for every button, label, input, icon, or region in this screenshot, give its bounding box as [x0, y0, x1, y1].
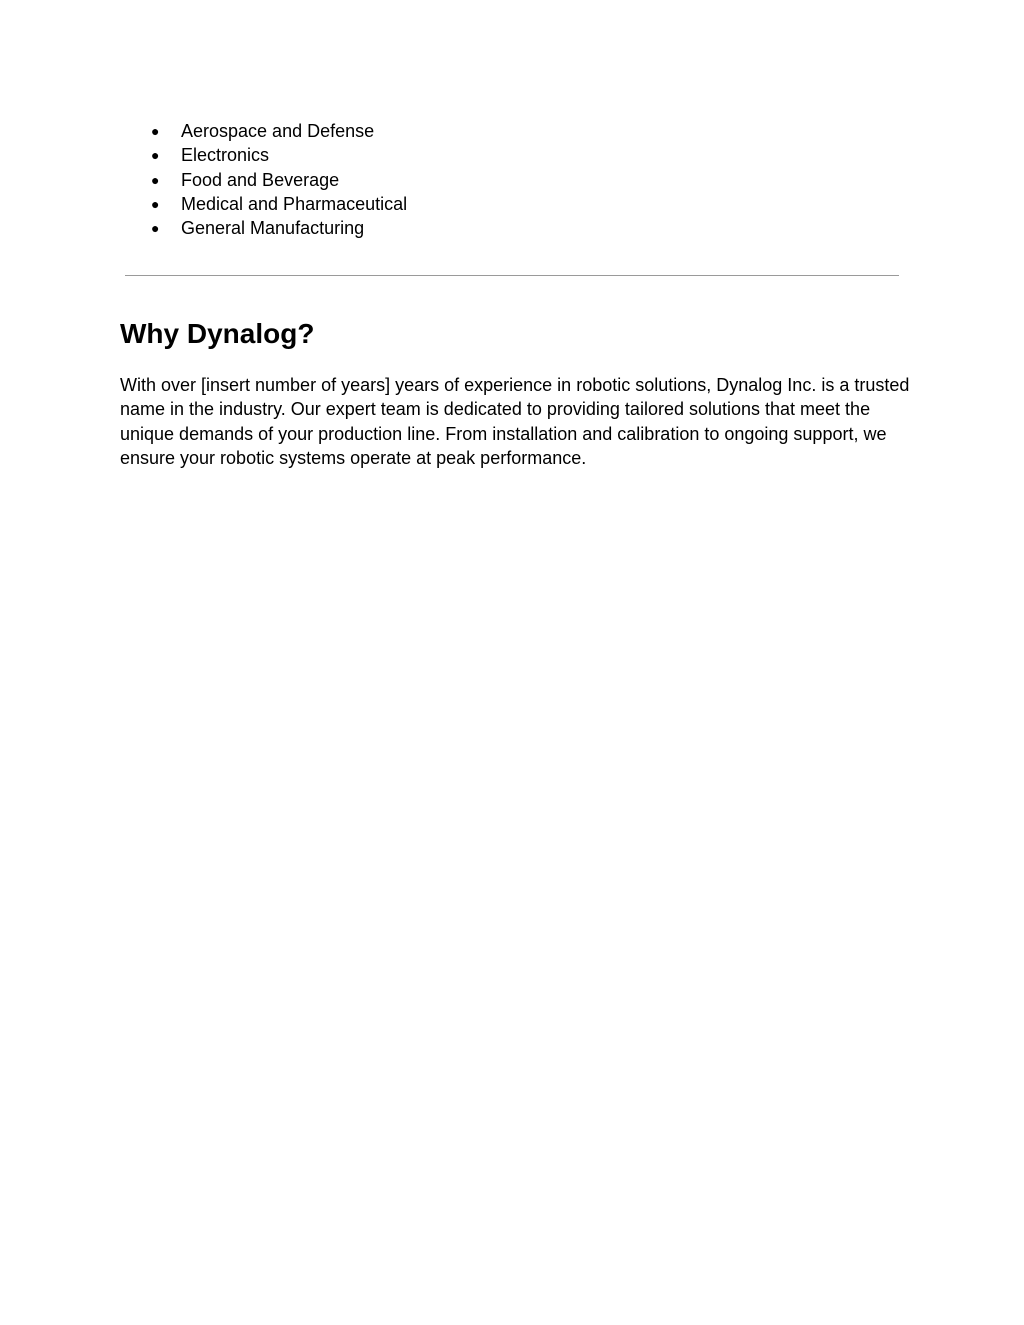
list-item-label: General Manufacturing: [181, 218, 365, 239]
list-item-label: Electronics: [181, 145, 270, 166]
bullet-icon: ●: [151, 147, 160, 164]
list-item-label: Aerospace and Defense: [181, 121, 375, 141]
section-heading: Why Dynalog?: [120, 318, 315, 349]
list-item: [120, 119, 407, 143]
list-item: [120, 168, 407, 192]
industry-list: [120, 119, 407, 240]
body-paragraph: With over [insert number of years] years of experience in robotic solutions, Dynalog Inc. is a trusted name in the industry. Our expert team is dedicated to providing tailored solutions that meet the unique demands of your production line. From installation and calibration to ongoing support, we ensure your robotic systems operate at peak performance.: [120, 375, 910, 469]
list-item-label: Medical and Pharmaceutical: [181, 193, 408, 214]
bullet-icon: ●: [151, 123, 160, 139]
list-item: [120, 216, 407, 240]
list-item: [120, 192, 407, 216]
bullet-icon: ●: [151, 171, 160, 188]
bullet-icon: ●: [151, 195, 160, 212]
list-item: [120, 143, 407, 167]
bullet-icon: ●: [151, 220, 160, 237]
list-item-label: Food and Beverage: [181, 169, 340, 190]
horizontal-divider: [125, 275, 899, 276]
